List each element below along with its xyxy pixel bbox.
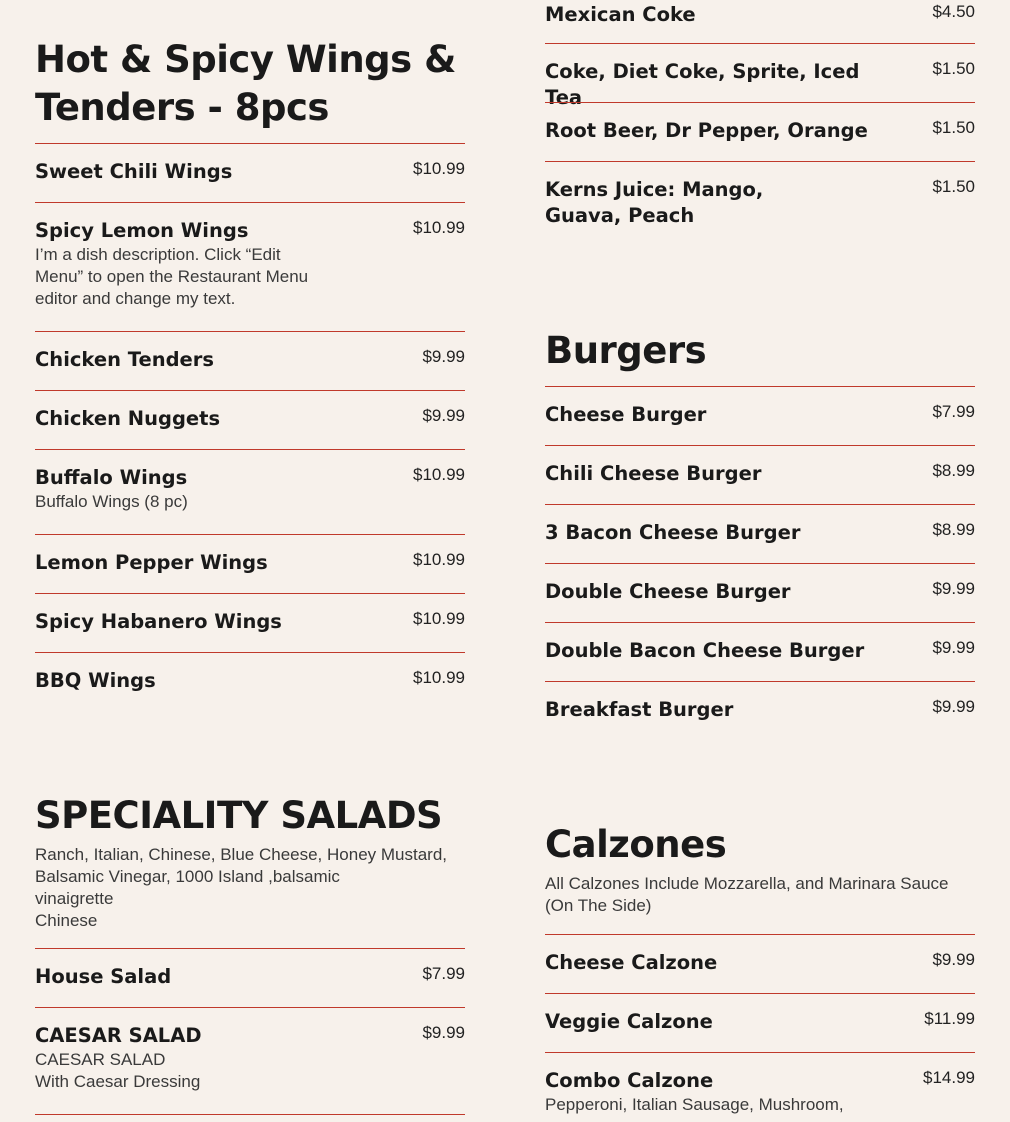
menu-item[interactable]: Spicy Habanero Wings $10.99: [35, 593, 465, 652]
menu-item[interactable]: Breakfast Burger $9.99: [545, 681, 975, 740]
menu-item[interactable]: Double Cheese Burger $9.99: [545, 563, 975, 622]
menu-item[interactable]: Coke, Diet Coke, Sprite, Iced Tea $1.50: [545, 43, 975, 102]
item-description: Buffalo Wings (8 pc): [35, 492, 188, 511]
item-price: $9.99: [422, 347, 465, 366]
section-title-burgers: Burgers: [545, 329, 707, 372]
menu-item[interactable]: Lemon Pepper Wings $10.99: [35, 534, 465, 593]
item-price: $8.99: [932, 461, 975, 480]
item-price: $10.99: [413, 609, 465, 628]
item-price: $11.99: [924, 1009, 975, 1028]
menu-item[interactable]: House Salad $7.99: [35, 948, 465, 1007]
item-price: $10.99: [413, 465, 465, 484]
wings-item-list: [35, 143, 465, 711]
item-description: Pepperoni, Italian Sausage, Mushroom,: [545, 1095, 844, 1114]
section-description: Ranch, Italian, Chinese, Blue Cheese, Honey Mustard, Balsamic Vinegar, 1000 Island ,balsamic vinaigrette Chinese: [35, 845, 448, 930]
drinks-item-list: [545, 0, 975, 241]
menu-item[interactable]: BBQ Wings $10.99: [35, 652, 465, 711]
item-price: $9.99: [932, 950, 975, 969]
menu-item[interactable]: Veggie Calzone $11.99: [545, 993, 975, 1052]
item-description: CAESAR SALAD With Caesar Dressing: [35, 1050, 201, 1091]
section-title-salads: SPECIALITY SALADS: [35, 794, 443, 837]
section-wings: [35, 36, 465, 711]
menu-item[interactable]: Cheese Burger $7.99: [545, 386, 975, 445]
item-price: $1.50: [932, 59, 975, 78]
item-price: $7.99: [932, 402, 975, 421]
item-price: $1.50: [932, 177, 975, 196]
menu-item[interactable]: Buffalo Wings $10.99 Buffalo Wings (8 pc): [35, 449, 465, 534]
menu-item[interactable]: Root Beer, Dr Pepper, Orange $1.50: [545, 102, 975, 161]
item-price: $9.99: [422, 406, 465, 425]
menu-item[interactable]: Chicken Tenders $9.99: [35, 331, 465, 390]
item-description: I’m a dish description. Click “Edit Menu” to open the Restaurant Menu editor and change my text.: [35, 245, 309, 308]
item-price: $10.99: [413, 159, 465, 178]
section-calzones: [545, 821, 975, 1122]
item-price: $9.99: [932, 638, 975, 657]
menu-item[interactable]: Cheese Calzone $9.99: [545, 934, 975, 993]
salads-item-list: [35, 948, 465, 1115]
section-drinks: [545, 0, 975, 241]
section-title-wings: Hot & Spicy Wings & Tenders - 8pcs: [35, 38, 456, 129]
menu-item[interactable]: Combo Calzone $14.99 Pepperoni, Italian Sausage, Mushroom,: [545, 1052, 975, 1122]
item-price: $4.50: [932, 2, 975, 21]
item-price: $9.99: [422, 1023, 465, 1042]
item-price: $9.99: [932, 697, 975, 716]
section-title-calzones: Calzones: [545, 823, 727, 866]
menu-item[interactable]: Kerns Juice: Mango, Guava, Peach $1.50: [545, 161, 975, 241]
menu-item[interactable]: 3 Bacon Cheese Burger $8.99: [545, 504, 975, 563]
section-description: All Calzones Include Mozzarella, and Marinara Sauce (On The Side): [545, 874, 949, 915]
menu-item[interactable]: Mexican Coke $4.50: [545, 2, 975, 26]
item-price: $9.99: [932, 579, 975, 598]
item-price: $10.99: [413, 218, 465, 237]
item-price: $14.99: [923, 1068, 975, 1087]
item-price: $10.99: [413, 550, 465, 569]
section-burgers: [545, 327, 975, 740]
menu-item[interactable]: Spicy Lemon Wings $10.99 I’m a dish description. Click “Edit Menu” to open the Restaurant Menu editor and change my text.: [35, 202, 465, 331]
item-price: $8.99: [932, 520, 975, 539]
item-price: $1.50: [932, 118, 975, 137]
menu-item[interactable]: Chili Cheese Burger $8.99: [545, 445, 975, 504]
calzones-item-list: [545, 934, 975, 1122]
item-price: $7.99: [422, 964, 465, 983]
burgers-item-list: [545, 386, 975, 740]
item-price: $10.99: [413, 668, 465, 687]
menu-item[interactable]: CAESAR SALAD $9.99 CAESAR SALAD With Caesar Dressing: [35, 1007, 465, 1115]
menu-item[interactable]: Sweet Chili Wings $10.99: [35, 143, 465, 202]
menu-item[interactable]: Double Bacon Cheese Burger $9.99: [545, 622, 975, 681]
section-salads: [35, 792, 465, 1115]
menu-item[interactable]: Chicken Nuggets $9.99: [35, 390, 465, 449]
